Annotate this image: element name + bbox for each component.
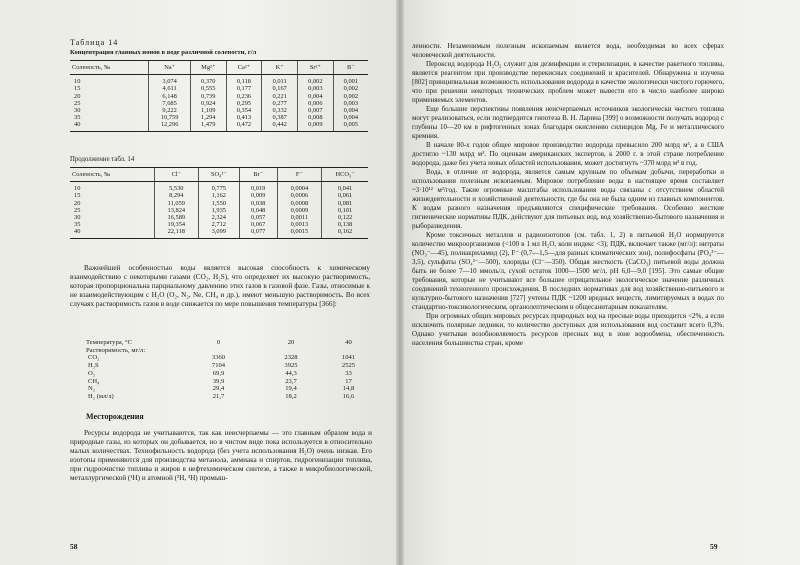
table-cell: 40	[70, 121, 149, 131]
table-cell: 7,685	[149, 100, 191, 107]
table-row	[70, 200, 368, 207]
table-cell: 6,148	[149, 93, 191, 100]
table-cell: 1,479	[190, 121, 226, 131]
table-cell: 0,739	[190, 93, 226, 100]
gas-value: 69,9	[212, 369, 225, 377]
ion-table-2	[70, 167, 368, 239]
gas-value: 2328	[284, 354, 298, 362]
table-cell: 0,0008	[277, 200, 321, 207]
table-cell: 0,004	[333, 107, 368, 114]
table-cell: 25	[74, 206, 81, 214]
table-row	[70, 228, 368, 238]
table-cell: 0,0011	[277, 214, 321, 221]
table-cell: 0,122	[322, 214, 368, 221]
gas-value: 7104	[211, 362, 226, 370]
table-cell: 0,118	[226, 75, 262, 86]
table-cell: 0,236	[226, 93, 262, 100]
paragraph: В начале 80-х годов общее мировое производство водорода превысило 200 млрд м³, а в США достигло ~130 млрд м³. По оценкам американских экспертов, к 2000 г. в этой стране потребление водорода, даже без учета новых областей использования, может достигнуть ~370 млрд м³ в год.	[412, 141, 724, 167]
table-cell: 0,004	[298, 93, 334, 100]
table-row	[70, 207, 368, 214]
table-cell: 3,099	[198, 228, 239, 238]
table-cell: 0,277	[262, 100, 298, 107]
gas-row	[86, 354, 371, 362]
temperature-value: 40	[345, 339, 352, 346]
ion-table-1	[70, 60, 368, 132]
paragraph: Кроме токсичных металлов и радиоизотопов (см. табл. 1, 2) в питьевой H₂O нормируется количество микроорганизмов (<100 в 1 мл H₂O, коли индекс <3); ПДК, включает также (мг/л): нитраты (NO₃⁻—45), полиакриламид (2), F⁻ (0,7—1,5—для разных климатических зон), полифосфаты (PO₄³⁻—3,5), сульфаты (SO₄²⁻—500), хлориды (Cl⁻—350). Общая жесткость (CaCO₃) питьевой воды должна быть не более 7—10 ммоль/л, сухой остаток 1000—1500 мг/л, pH 6,0—9,0 [195]. Это самые общие требования, которые не учитывают все большее отрицательное экологическое значение различных соединений техногенного происхождения. В последних нормативах для вод хозяйственно-питьевого и культурно-бытового назначения [727] учтены ПДК ~1200 вредных веществ, лимитируемых в водах по стандартно-токсикологическим, органолептическим и общесанитарным показателям.	[412, 231, 724, 311]
table-cell: 35	[74, 221, 81, 229]
page-number-right: 59	[710, 542, 718, 551]
table-cell: 12,296	[149, 121, 191, 131]
table-cell: 20	[74, 92, 81, 100]
column-header: Sr²⁺	[298, 61, 334, 75]
temperature-value: 0	[216, 339, 221, 346]
gas-value: 17	[345, 377, 352, 385]
right-text-column	[412, 42, 724, 348]
table-cell: 0,061	[322, 192, 368, 199]
gas-row	[86, 393, 371, 401]
gas-name: N₂	[88, 385, 96, 393]
table-cell: 0,007	[298, 107, 334, 114]
gas-name: CO₂	[88, 354, 100, 362]
table-cell: 0,003	[333, 100, 368, 107]
table-cell: 0,0015	[277, 228, 321, 238]
gas-row	[86, 385, 371, 393]
right-page	[400, 0, 800, 565]
gas-value: 33	[345, 369, 352, 377]
paragraph-gas-solubility: Важнейшей особенностью воды является высокая способность к химическому взаимодействию с некоторыми газами (CO₂, H₂S), что определяет их высокую растворимость, которая пропорциональна парциальному давлению этих газов в газовой фазе. Газы, относимые к не взаимодействующим с H₂O (O₂, N₂, Ne, CH₄ и др.), имеют меньшую растворимость. Во всех случаях растворимость газов в воде снижается по мере повышения температуры [366]:	[70, 264, 370, 309]
table-cell: 0,101	[322, 207, 368, 214]
table-cell: 0,002	[333, 93, 368, 100]
gas-temperature-row	[86, 339, 371, 347]
table-cell: 0,041	[322, 182, 368, 193]
gas-value: 2525	[341, 362, 356, 370]
table-cell: 16,589	[154, 214, 198, 221]
column-header: Na⁺	[149, 61, 191, 75]
table-cell: 0,472	[226, 121, 262, 131]
table-cell: 0,0009	[277, 207, 321, 214]
gas-value: 23,7	[285, 377, 297, 385]
table-cell: 0,442	[262, 121, 298, 131]
table-cell: 0,011	[262, 75, 298, 86]
column-header: Соленость, ‰	[70, 61, 149, 75]
table-row	[70, 107, 368, 114]
gas-value: 18,2	[285, 392, 297, 400]
table-cell: 0,387	[262, 114, 298, 121]
table-cell: 0,048	[239, 207, 277, 214]
table-cell: 0,295	[226, 100, 262, 107]
table-cell: 40	[70, 228, 154, 238]
gas-value: 14,8	[342, 385, 355, 393]
table-cell: 25	[74, 99, 81, 107]
table-title: Таблица 14	[70, 38, 119, 47]
gas-name: CH₄	[88, 377, 100, 385]
table-row	[70, 85, 368, 92]
table-cell: 0,004	[333, 114, 368, 121]
table-cell: 0,177	[226, 85, 262, 92]
continuation-label: Продолжение табл. 14	[70, 156, 135, 163]
table-cell: 0,370	[190, 75, 226, 86]
table-cell: 0,005	[333, 121, 368, 131]
gas-solubility-table	[86, 339, 371, 401]
gas-value: 44,3	[285, 369, 297, 377]
table-cell: 1,935	[198, 207, 239, 214]
table-cell: 15	[74, 85, 81, 93]
table-cell: 4,611	[149, 85, 191, 92]
column-header: B⁻	[333, 61, 368, 75]
table-cell: 0,057	[239, 214, 277, 221]
table-cell: 0,002	[298, 75, 334, 86]
table-row	[70, 214, 368, 221]
table-cell: 3,074	[149, 75, 191, 86]
table-cell: 0,067	[239, 221, 277, 228]
table-cell: 0,167	[262, 85, 298, 92]
table-cell: 22,118	[154, 228, 198, 238]
table-row	[70, 100, 368, 107]
gas-row	[86, 362, 371, 370]
paragraph: Еще большие перспективы появления неисчерпаемых источников экологически чистого топлива могут реализоваться, если подтвердится гипотеза В. Н. Ларина [399] о возможности получать водород с глубины 10—20 км в рифтогенных зонах благодаря окислению силицидов Mg, Fe и металлического кремния.	[412, 105, 724, 140]
table-cell: 1,162	[198, 192, 239, 199]
table-cell: 8,294	[154, 192, 198, 199]
table-cell: 30	[74, 107, 81, 115]
gas-value: 3360	[211, 354, 226, 362]
page-number-left: 58	[70, 542, 78, 551]
table-cell: 10	[74, 185, 81, 193]
table-cell: 0,038	[239, 200, 277, 207]
gas-name: O₂	[88, 369, 96, 377]
gas-name: H₂ (мл/л)	[88, 392, 114, 400]
table-cell: 0,162	[322, 228, 368, 238]
table-cell: 0,081	[322, 200, 368, 207]
paragraph-deposits: Ресурсы водорода не учитываются, так как неисчерпаемы — это главным образом вода и природные газы, из которых он добывается, но в чистом виде пока используется в относительно малых количествах. Технофильность водорода (без учета использования H₂O) очень низкая. Его изотопы применяются для производства метанола, аммиака и спиртов, гидрогенизации топлива, при гидроочистке топлива и жиров в нефтехимическом синтезе, а также в микробиологической, металлургической (¹H) и атомной (²H, ³H) промыш-	[70, 429, 372, 483]
table-caption: Концентрация главных ионов в воде различной солености, г/л	[70, 49, 257, 56]
column-header: K⁺	[262, 61, 298, 75]
gas-value: 29,4	[212, 385, 225, 393]
table-cell: 0,138	[322, 221, 368, 228]
gas-value: 19,4	[285, 385, 297, 393]
gas-row	[86, 370, 371, 378]
table-cell: 0,002	[333, 85, 368, 92]
table-cell: 35	[74, 114, 81, 122]
table-cell: 13,824	[154, 207, 198, 214]
gas-name: H₂S	[88, 362, 99, 370]
table-cell: 20	[74, 199, 81, 207]
table-cell: 0,924	[190, 100, 226, 107]
paragraph: Вода, в отличие от водорода, является самым крупным по объемам добычи, переработки и использования полезным ископаемым. Мировое потребление воды в настоящее время составляет ~3·10¹² м³/год. Такие огромные масштабы использования воды связаны с отсутствием областей жизнедеятельности и хозяйственной деятельности, где бы она не была одним из главных компонентов. К водам разного назначения предъявляются специфические требования. Особенно жесткие гигиенические нормативы ПДК, действуют для питьевых вод, вод хозяйственно-бытового назначения и рыборазведения.	[412, 168, 724, 230]
paragraph: При огромных общих мировых ресурсах природных вод на пресные воды приходится <2%, а если исключить полярные ледники, то количество доступных для использования вод составит всего 0,3%. Однако учитывая возобновляемость ресурсов пресных вод в зоне водообмена, обеспеченность населения большинства стран, кроме	[412, 312, 724, 347]
table-cell: 0,0006	[277, 192, 321, 199]
table-cell: 0,009	[239, 192, 277, 199]
table-row	[70, 121, 368, 131]
table-cell: 0,008	[298, 114, 334, 121]
table-cell: 0,354	[226, 107, 262, 114]
temperature-value: 20	[287, 339, 295, 346]
gas-value: 16,6	[342, 392, 355, 400]
gas-value: 39,9	[212, 377, 225, 385]
table-cell: 2,712	[198, 221, 239, 228]
table-row	[70, 93, 368, 100]
column-header: Соленость, ‰	[70, 168, 154, 182]
table-cell: 0,003	[298, 85, 334, 92]
section-heading: Месторождения	[86, 412, 144, 421]
table-row	[70, 221, 368, 228]
gas-row	[86, 378, 371, 386]
gas-value: 1041	[341, 354, 356, 362]
table-row	[70, 182, 368, 193]
column-header: F⁻	[277, 168, 321, 182]
table-cell: 0,006	[298, 100, 334, 107]
column-header: SO₄²⁻	[198, 168, 239, 182]
table-cell: 30	[74, 214, 81, 222]
table-cell: 1,550	[198, 200, 239, 207]
column-header: Ca²⁺	[226, 61, 262, 75]
book-gutter	[396, 0, 404, 565]
table-cell: 0,001	[333, 75, 368, 86]
column-header: Br⁻	[239, 168, 277, 182]
table-row	[70, 114, 368, 121]
paragraph: Пероксид водорода H₂O₂ служит для дезинфекции и стерилизации, в качестве ракетного топлива, является реагентом при производстве перекисных соединений и красителей. Обнаружена и изучена [802] принципиальная возможность использования водорода в качестве экологически чистого горючего, что при решении некоторых технических проблем может вывести его в число наиболее широко применяемых элементов.	[412, 60, 724, 104]
column-header: HCO₃⁻	[322, 168, 368, 182]
table-cell: 0,077	[239, 228, 277, 238]
table-cell: 0,009	[298, 121, 334, 131]
table-cell: 0,775	[198, 182, 239, 193]
table-cell: 10,759	[149, 114, 191, 121]
paragraph: ленности. Незаменимым полезным ископаемым является вода, необходимая во всех сферах человеческой деятельности.	[412, 42, 724, 59]
table-row	[70, 192, 368, 199]
column-header: Mg²⁺	[190, 61, 226, 75]
table-row	[70, 75, 368, 86]
table-cell: 0,0004	[277, 182, 321, 193]
table-cell: 9,222	[149, 107, 191, 114]
table-cell: 0,0013	[277, 221, 321, 228]
table-cell: 1,294	[190, 114, 226, 121]
table-cell: 0,555	[190, 85, 226, 92]
table-cell: 5,530	[154, 182, 198, 193]
table-cell: 0,019	[239, 182, 277, 193]
gas-value: 3925	[284, 362, 298, 370]
column-header: Cl⁻	[154, 168, 198, 182]
table-cell: 0,413	[226, 114, 262, 121]
table-cell: 19,354	[154, 221, 198, 228]
table-cell: 2,324	[198, 214, 239, 221]
solubility-label: Растворимость, мг/л:	[86, 346, 146, 354]
table-cell: 11,059	[154, 200, 198, 207]
gas-value: 21,7	[212, 392, 225, 400]
table-cell: 15	[74, 192, 81, 200]
table-cell: 1,109	[190, 107, 226, 114]
table-cell: 0,221	[262, 93, 298, 100]
table-cell: 10	[74, 78, 81, 86]
table-cell: 0,332	[262, 107, 298, 114]
temperature-label: Температура, °C	[86, 339, 133, 346]
